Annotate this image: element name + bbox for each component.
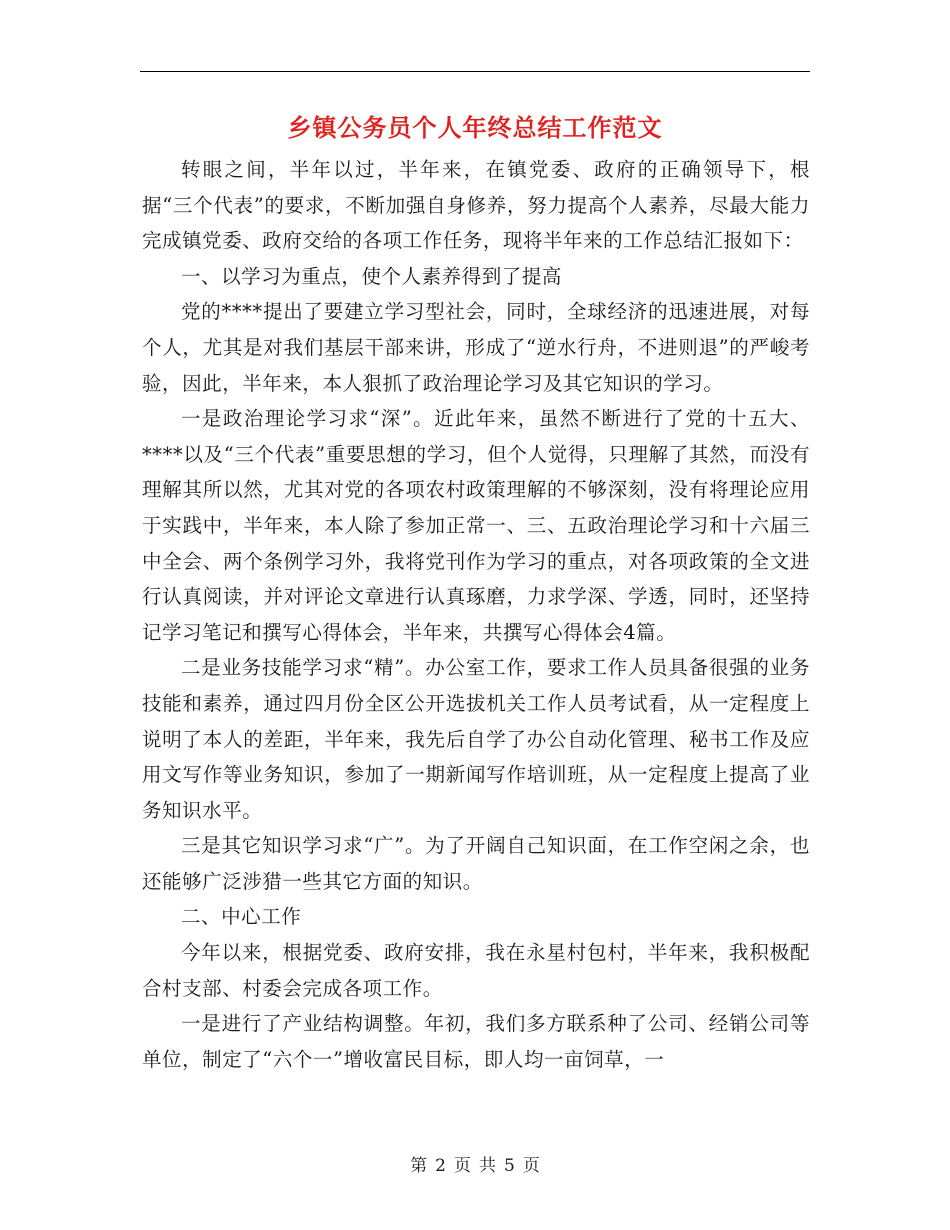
paragraph-business-skills: 二是业务技能学习求“精”。办公室工作，要求工作人员具备很强的业务技能和素养，通过四月份全区公开选拔机关工作人员考试看，从一定程度上说明了本人的差距，半年来，我先后自学了办公自动化管理、秘书工作及应用文写作等业务知识，参加了一期新闻写作培训班，从一定程度上提高了业务知识水平。: [142, 656, 810, 822]
page-label-mid1: 页: [454, 1156, 471, 1176]
paragraph-other-knowledge: 三是其它知识学习求“广”。为了开阔自己知识面，在工作空闲之余，也还能够广泛涉猎一些其它方面的知识。: [142, 834, 810, 893]
section-heading-study: 一、以学习为重点，使个人素养得到了提高: [181, 264, 562, 288]
page-footer: [0, 1154, 950, 1178]
paragraph-intro: 转眼之间，半年以过，半年来，在镇党委、政府的正确领导下，根据“三个代表”的要求，不断加强自身修养，努力提高个人素养，尽最大能力完成镇党委、政府交给的各项工作任务，现将半年来的工作总结汇报如下：: [142, 158, 810, 253]
paragraph-village-work: 今年以来，根据党委、政府安排，我在永星村包村，半年来，我积极配合村支部、村委会完成各项工作。: [142, 941, 810, 1000]
total-pages-number: 5: [504, 1156, 515, 1176]
page-label-suffix: 页: [522, 1156, 540, 1176]
paragraph-industry-adjustment: 一是进行了产业结构调整。年初，我们多方联系种了公司、经销公司等单位，制定了“六个一”增收富民目标，即人均一亩饲草，一: [142, 1012, 810, 1071]
header-rule: [140, 71, 810, 72]
page-label-prefix: 第: [410, 1156, 428, 1176]
document-title: 乡镇公务员个人年终总结工作范文: [287, 114, 663, 142]
paragraph-study-context: 党的****提出了要建立学习型社会，同时，全球经济的迅速进展，对每个人，尤其是对我们基层干部来讲，形成了“逆水行舟，不进则退”的严峻考验，因此，半年来，本人狠抓了政治理论学习及其它知识的学习。: [142, 300, 810, 395]
current-page-number: 2: [435, 1156, 446, 1176]
page-label-mid2: 共: [479, 1156, 496, 1176]
section-heading-central-work: 二、中心工作: [181, 905, 302, 929]
paragraph-political-theory: 一是政治理论学习求“深”。近此年来，虽然不断进行了党的十五大、****以及“三个代表”重要思想的学习，但个人觉得，只理解了其然，而没有理解其所以然，尤其对党的各项农村政策理解的不够深刻，没有将理论应用于实践中，半年来，本人除了参加正常一、三、五政治理论学习和十六届三中全会、两个条例学习外，我将党刊作为学习的重点，对各项政策的全文进行认真阅读，并对评论文章进行认真琢磨，力求学深、学透，同时，还坚持记学习笔记和撰写心得体会，半年来，共撰写心得体会4篇。: [142, 407, 810, 644]
document-body: [142, 152, 810, 1077]
